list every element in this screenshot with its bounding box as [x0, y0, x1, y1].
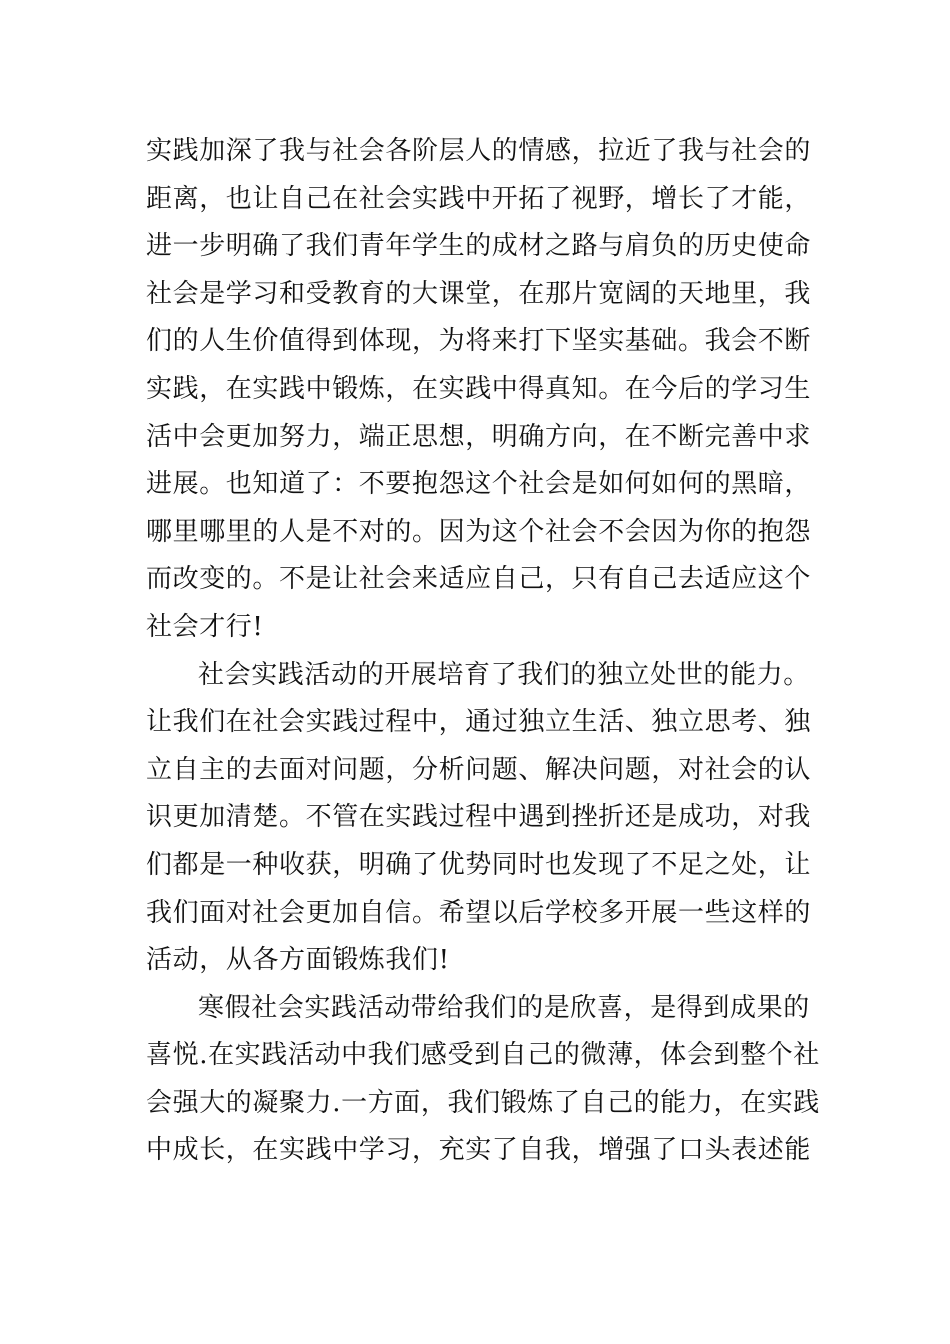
text-line: 哪里哪里的人是不对的。因为这个社会不会因为你的抱怨: [146, 516, 812, 547]
text-line: 们都是一种收获，明确了优势同时也发现了不足之处，让: [146, 849, 812, 880]
text-line: 活动，从各方面锻炼我们!: [146, 945, 450, 976]
text-line: 社会才行!: [146, 611, 264, 642]
text-line: 距离，也让自己在社会实践中开拓了视野，增长了才能，: [146, 183, 812, 214]
text-line: 进展。也知道了：不要抱怨这个社会是如何如何的黑暗，: [146, 469, 812, 500]
text-line: 识更加清楚。不管在实践过程中遇到挫折还是成功，对我: [146, 802, 812, 833]
text-line: 活中会更加努力，端正思想，明确方向，在不断完善中求: [146, 421, 812, 452]
text-line: 们的人生价值得到体现，为将来打下坚实基础。我会不断: [146, 326, 812, 357]
paragraph-3: [146, 985, 820, 1175]
text-line: 实践，在实践中锻炼，在实践中得真知。在今后的学习生: [146, 373, 812, 404]
text-line: 我们面对社会更加自信。希望以后学校多开展一些这样的: [146, 897, 812, 928]
text-line: 而改变的。不是让社会来适应自己，只有自己去适应这个: [146, 564, 812, 595]
text-line: 进一步明确了我们青年学生的成材之路与肩负的历史使命: [146, 231, 812, 262]
text-line: 立自主的去面对问题，分析问题、解决问题，对社会的认: [146, 754, 812, 785]
text-line: 会强大的凝聚力.一方面，我们锻炼了自己的能力，在实践: [146, 1087, 820, 1118]
text-line: 喜悦.在实践活动中我们感受到自己的微薄，体会到整个社: [146, 1040, 820, 1071]
paragraph-1: [146, 128, 816, 652]
text-line: 社会是学习和受教育的大课堂，在那片宽阔的天地里，我: [146, 278, 812, 309]
text-line: 中成长，在实践中学习，充实了自我，增强了口头表述能: [146, 1135, 812, 1166]
paragraph-2: [146, 652, 816, 985]
text-line: 实践加深了我与社会各阶层人的情感，拉近了我与社会的: [146, 136, 812, 166]
text-line: 寒假社会实践活动带给我们的是欣喜，是得到成果的: [198, 992, 810, 1023]
text-line: 社会实践活动的开展培育了我们的独立处世的能力。: [198, 659, 810, 690]
text-line: 让我们在社会实践过程中，通过独立生活、独立思考、独: [146, 707, 812, 738]
document-body: [146, 128, 820, 1175]
